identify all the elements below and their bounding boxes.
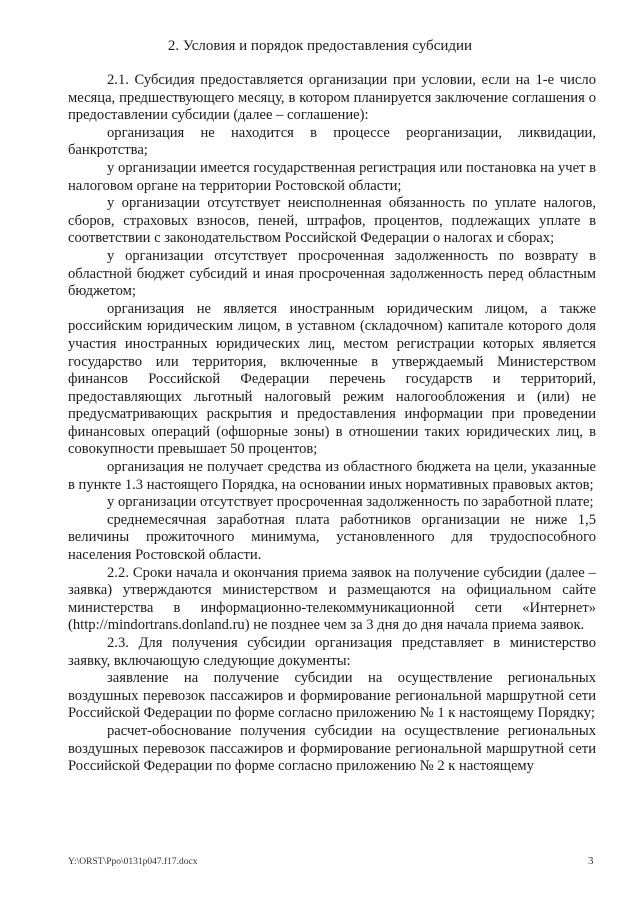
paragraph-2-3: 2.3. Для получения субсидии организация представляет в министерство заявку, включающую следующие документы: — [68, 635, 596, 669]
condition-registration: у организации имеется государственная регистрация или постановка на учет в налоговом органе на территории Ростовской области; — [68, 159, 596, 194]
condition-no-reorganization: организация не находится в процессе реорганизации, ликвидации, банкротства; — [68, 124, 596, 159]
paragraph-2-1: 2.1. Субсидия предоставляется организации при условии, если на 1-е число месяца, предшествующего месяцу, в котором планируется заключение соглашения о предоставлении субсидии (далее – соглашение): — [68, 72, 596, 124]
page-number: 3 — [588, 855, 594, 867]
document-body — [68, 72, 596, 776]
paragraph-2-2: 2.2. Сроки начала и окончания приема заявок на получение субсидии (далее – заявка) утверждаются министерством и размещаются на официальном сайте министерства в информационно-телекоммуникационной сети «Интернет» (http://mindortrans.donland.ru) не позднее чем за 3 дня до дня начала приема заявок. — [68, 564, 596, 634]
condition-no-other-funding: организация не получает средства из областного бюджета на цели, указанные в пункте 1.3 настоящего Порядка, на основании иных нормативных правовых актов; — [68, 459, 596, 493]
document-calculation-form: расчет-обоснование получения субсидии на осуществление региональных воздушных перевозок пассажиров и формирование региональной маршрутной сети Российской Федерации по форме согласно приложению № 2 к настоящему — [68, 722, 596, 775]
condition-average-wage: среднемесячная заработная плата работников организации не ниже 1,5 величины прожиточного минимума, установленного для трудоспособного населения Ростовской области. — [68, 511, 596, 564]
section-heading: 2. Условия и порядок предоставления субсидии — [167, 38, 473, 54]
condition-not-foreign-entity: организация не является иностранным юридическим лицом, а также российским юридическим лицом, в уставном (складочном) капитале которого доля участия иностранных юридических лиц, местом регистрации которых является государство или территория, включенные в утверждаемый Министерством финансов Российской Федерации перечень государств и территорий, предоставляющих льготный налоговый режим налогообложения и (или) не предусматривающих раскрытия и предоставления информации при проведении финансовых операций (офшорные зоны) в отношении таких юридических лиц, в совокупности превышает 50 процентов; — [68, 300, 596, 458]
condition-no-budget-debt: у организации отсутствует просроченная задолженность по возврату в областной бюджет субсидий и иная просроченная задолженность перед областным бюджетом; — [68, 247, 596, 300]
condition-no-tax-debt: у организации отсутствует неисполненная обязанность по уплате налогов, сборов, страховых взносов, пеней, штрафов, процентов, подлежащих уплате в соответствии с законодательством Российской Федерации о налогах и сборах; — [68, 195, 596, 247]
condition-no-wage-arrears: у организации отсутствует просроченная задолженность по заработной плате; — [107, 494, 594, 511]
footer-file-path: Y:\ORST\Ppo\0131p047.f17.docx — [68, 857, 198, 867]
document-application-form: заявление на получение субсидии на осуществление региональных воздушных перевозок пассажиров и формирование региональной маршрутной сети Российской Федерации по форме согласно приложению № 1 к настоящему Порядку; — [68, 670, 596, 722]
